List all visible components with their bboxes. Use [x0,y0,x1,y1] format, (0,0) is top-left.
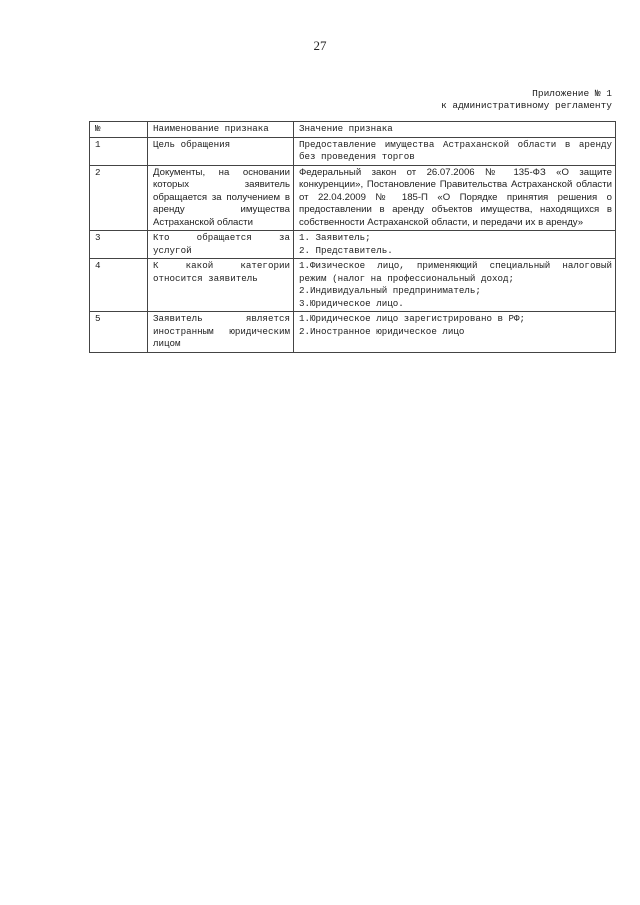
header-number: № [90,122,148,138]
table-header-row [90,122,616,138]
row-number: 1 [90,137,148,165]
value-line: 1.Физическое лицо, применяющий специальный налоговый режим (налог на профессиональный доход; [299,260,612,284]
row-attribute-value [294,231,616,259]
row-attribute-name: Цель обращения [148,137,294,165]
row-attribute-name: Документы, на основании которых заявитель обращается за получением в аренду имущества Астраханской области [148,165,294,231]
value-line: 1.Юридическое лицо зарегистрировано в РФ; [299,313,526,324]
page-number: 27 [313,38,327,53]
row-attribute-value [294,312,616,353]
table-row [90,312,616,353]
table-row [90,231,616,259]
row-number: 2 [90,165,148,231]
row-attribute-value: Предоставление имущества Астраханской области в аренду без проведения торгов [294,137,616,165]
row-number: 4 [90,259,148,312]
value-line: 2.Индивидуальный предприниматель; [299,285,481,296]
row-attribute-name: Кто обращается за услугой [148,231,294,259]
value-line: 2.Иностранное юридическое лицо [299,325,465,337]
row-attribute-name: Заявитель является иностранным юридическим лицом [148,312,294,353]
table-row [90,259,616,312]
appendix-subtitle: к административному регламенту [440,100,612,111]
row-number: 5 [90,312,148,353]
header-attribute-name: Наименование признака [148,122,294,138]
appendix-title: Приложение № 1 [532,88,612,99]
row-attribute-name: К какой категории относится заявитель [148,259,294,312]
row-attribute-value [294,259,616,312]
appendix-header [441,88,612,112]
value-line: 2. Представитель. [299,244,393,256]
header-attribute-value: Значение признака [294,122,616,138]
value-line: 1. Заявитель; [299,232,371,243]
table-row [90,137,616,165]
table-row [90,165,616,231]
row-attribute-value: Федеральный закон от 26.07.2006 № 135-ФЗ «О защите конкуренции», Постановление Правительства Астраханской области от 22.04.2009 № 185-П «О Порядке принятия решения о предоставлении в аренду объектов имущества, находящихся в собственности Астраханской области, и передачи их в аренду» [294,165,616,231]
attributes-table [89,121,616,353]
row-number: 3 [90,231,148,259]
value-line: 3.Юридическое лицо. [299,297,404,309]
